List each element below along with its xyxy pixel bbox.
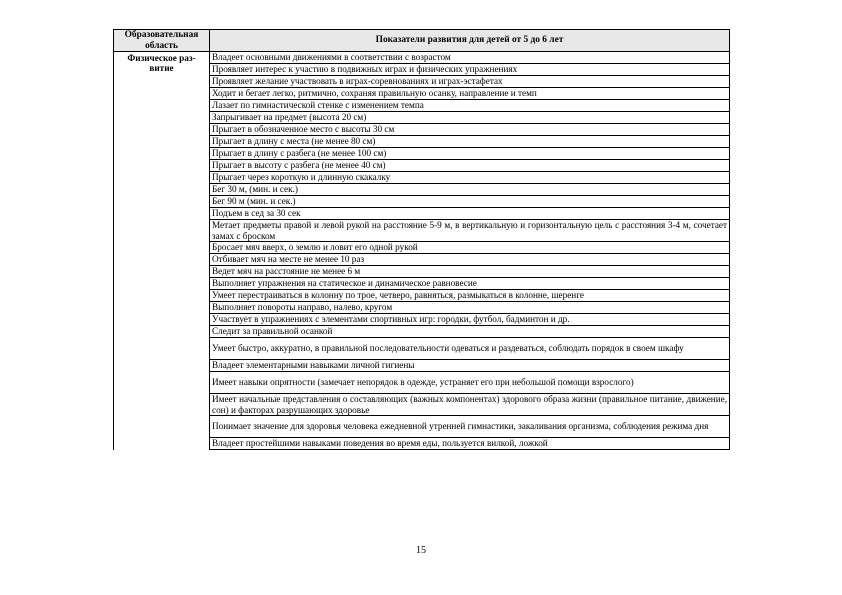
indicators-table [113, 29, 730, 450]
indicator-cell: Ведет мяч на расстояние не менее 6 м [210, 266, 730, 278]
indicator-cell: Прыгает в высоту с разбега (не менее 40 см) [210, 160, 730, 172]
indicator-cell: Участвует в упражнениях с элементами спортивных игр: городки, футбол, бадминтон и др. [210, 314, 730, 326]
indicator-cell: Проявляет желание участвовать в играх-соревнованиях и играх-эстафетах [210, 76, 730, 88]
indicator-cell: Умеет перестраиваться в колонну по трое, четверо, равняться, размыкаться в колонне, шеренге [210, 290, 730, 302]
indicator-cell: Бег 90 м (мин. и сек.) [210, 196, 730, 208]
header-indicators: Показатели развития для детей от 5 до 6 лет [210, 30, 730, 52]
indicator-cell: Прыгает через короткую и длинную скакалку [210, 172, 730, 184]
indicator-cell: Владеет простейшими навыками поведения во время еды, пользуется вилкой, ложкой [210, 438, 730, 450]
indicator-cell: Владеет основными движениями в соответствии с возрастом [210, 52, 730, 64]
indicator-cell: Выполняет повороты направо, налево, кругом [210, 302, 730, 314]
indicator-cell: Метает предметы правой и левой рукой на расстояние 5-9 м, в вертикальную и горизонтальную цель с расстояния 3-4 м, сочетает замах с броском [210, 220, 730, 242]
indicator-cell: Лазает по гимнастической стенке с изменением темпа [210, 100, 730, 112]
header-area: Образовательная область [114, 30, 210, 52]
indicator-cell: Бросает мяч вверх, о землю и ловит его одной рукой [210, 242, 730, 254]
indicator-cell: Прыгает в длину с разбега (не менее 100 см) [210, 148, 730, 160]
header-row [114, 30, 730, 52]
indicator-cell: Следит за правильной осанкой [210, 326, 730, 338]
indicator-cell: Отбивает мяч на месте не менее 10 раз [210, 254, 730, 266]
indicator-cell: Проявляет интерес к участию в подвижных играх и физических упражнениях [210, 64, 730, 76]
indicator-cell: Имеет начальные представления о составляющих (важных компонентах) здорового образа жизни (правильное питание, движение, сон) и факторах разрушающих здоровье [210, 394, 730, 416]
area-cell: Физическое раз-витие [114, 52, 210, 450]
indicator-cell: Умеет быстро, аккуратно, в правильной последовательности одеваться и раздеваться, соблюдать порядок в своем шкафу [210, 338, 730, 360]
indicator-cell: Понимает значение для здоровья человека ежедневной утренней гимнастики, закаливания организма, соблюдения режима дня [210, 416, 730, 438]
indicator-cell: Прыгает в длину с места (не менее 80 см) [210, 136, 730, 148]
indicator-cell: Запрыгивает на предмет (высота 20 см) [210, 112, 730, 124]
indicator-cell: Выполняет упражнения на статическое и динамическое равновесие [210, 278, 730, 290]
indicator-cell: Бег 30 м, (мин. и сек.) [210, 184, 730, 196]
page-number: 15 [416, 545, 426, 556]
indicator-cell: Имеет навыки опрятности (замечает непорядок в одежде, устраняет его при небольшой помощи взрослого) [210, 372, 730, 394]
indicator-cell: Подъем в сед за 30 сек [210, 208, 730, 220]
indicator-cell: Прыгает в обозначенное место с высоты 30 см [210, 124, 730, 136]
indicator-cell: Ходит и бегает легко, ритмично, сохраняя правильную осанку, направление и темп [210, 88, 730, 100]
table-row [114, 52, 730, 64]
indicator-cell: Владеет элементарными навыками личной гигиены [210, 360, 730, 372]
